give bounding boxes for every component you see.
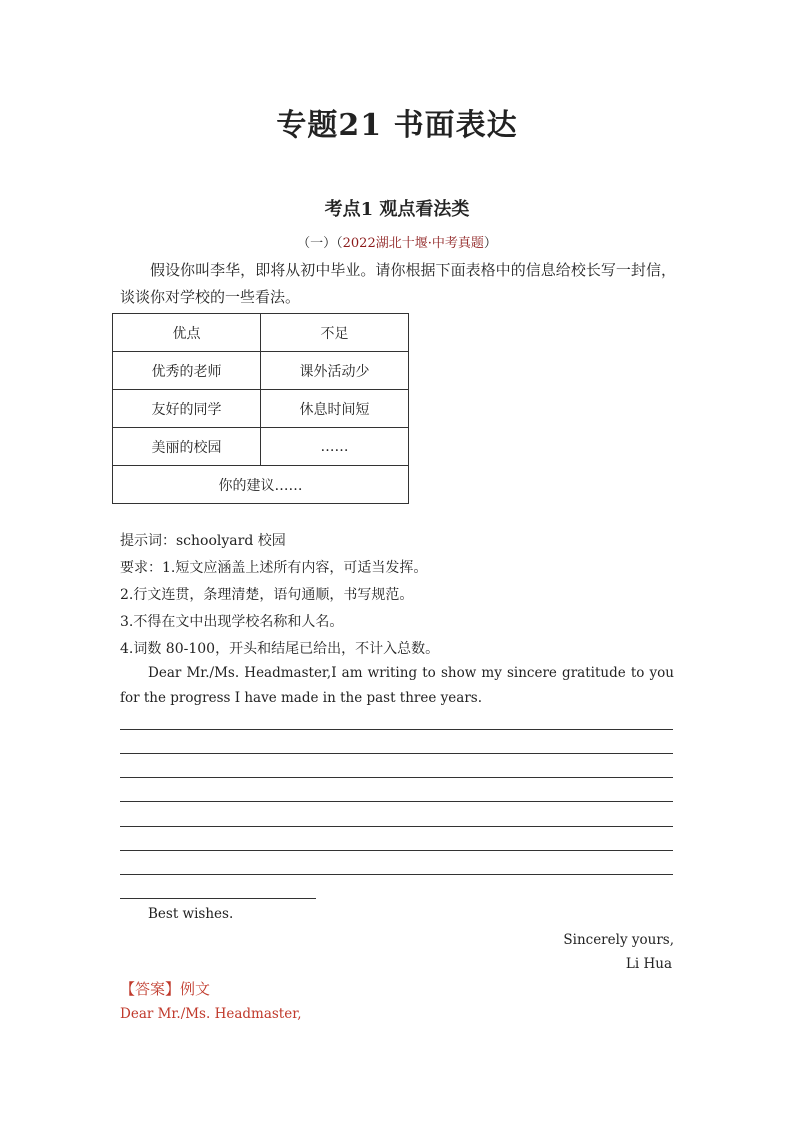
task-prompt: 假设你叫李华，即将从初中毕业。请你根据下面表格中的信息给校长写一封信，谈谈你对学校的一些看法。 [120,261,676,306]
section-subtitle: 考点1 观点看法类 [324,199,470,220]
writing-line[interactable] [120,874,673,875]
writing-line[interactable] [120,753,673,754]
note-requirement: 2.行文连贯，条理清楚，语句通顺，书写规范。 [120,587,414,603]
writing-line[interactable] [120,850,673,851]
table-row [113,428,409,466]
letter-opening: Dear Mr./Ms. Headmaster,I am writing to show my sincere gratitude to you for the progress I have made in the past three years. [120,665,674,706]
letter-best-wishes: Best wishes. [148,906,234,922]
note-requirement: 3.不得在文中出现学校名称和人名。 [120,614,344,630]
table-header-cell: 优点 [113,314,261,352]
source-prefix: （一）（ [297,236,343,251]
letter-signature: Li Hua [625,956,672,972]
answer-heading [120,978,210,999]
answer-label: 【答案】 [120,980,181,998]
writing-line[interactable] [120,729,673,730]
page-title: 专题21 书面表达 [276,108,518,143]
note-requirement: 要求：1.短文应涵盖上述所有内容，可适当发挥。 [120,560,428,576]
table-row [113,352,409,390]
info-table [112,313,409,504]
table-header-cell: 不足 [261,314,409,352]
writing-line-short[interactable] [120,898,316,899]
table-cell: 优秀的老师 [113,352,261,390]
question-source [0,232,794,251]
table-cell: 休息时间短 [261,390,409,428]
table-cell: …… [261,428,409,466]
writing-line[interactable] [120,801,673,802]
table-footer-cell: 你的建议…… [113,466,409,504]
table-header-row [113,314,409,352]
writing-line[interactable] [120,826,673,827]
table-row [113,390,409,428]
answer-text: 例文 [180,980,211,998]
source-suffix: ） [483,236,497,251]
table-footer-row [113,466,409,504]
writing-line[interactable] [120,777,673,778]
note-requirement: 4.词数 80-100，开头和结尾已给出，不计入总数。 [120,641,440,657]
table-cell: 友好的同学 [113,390,261,428]
table-cell: 美丽的校园 [113,428,261,466]
source-label: 2022湖北十堰·中考真题 [342,236,484,251]
table-cell: 课外活动少 [261,352,409,390]
letter-sign-off: Sincerely yours, [563,932,674,948]
note-keyword: 提示词：schoolyard 校园 [120,533,286,549]
answer-salutation: Dear Mr./Ms. Headmaster, [120,1006,302,1022]
